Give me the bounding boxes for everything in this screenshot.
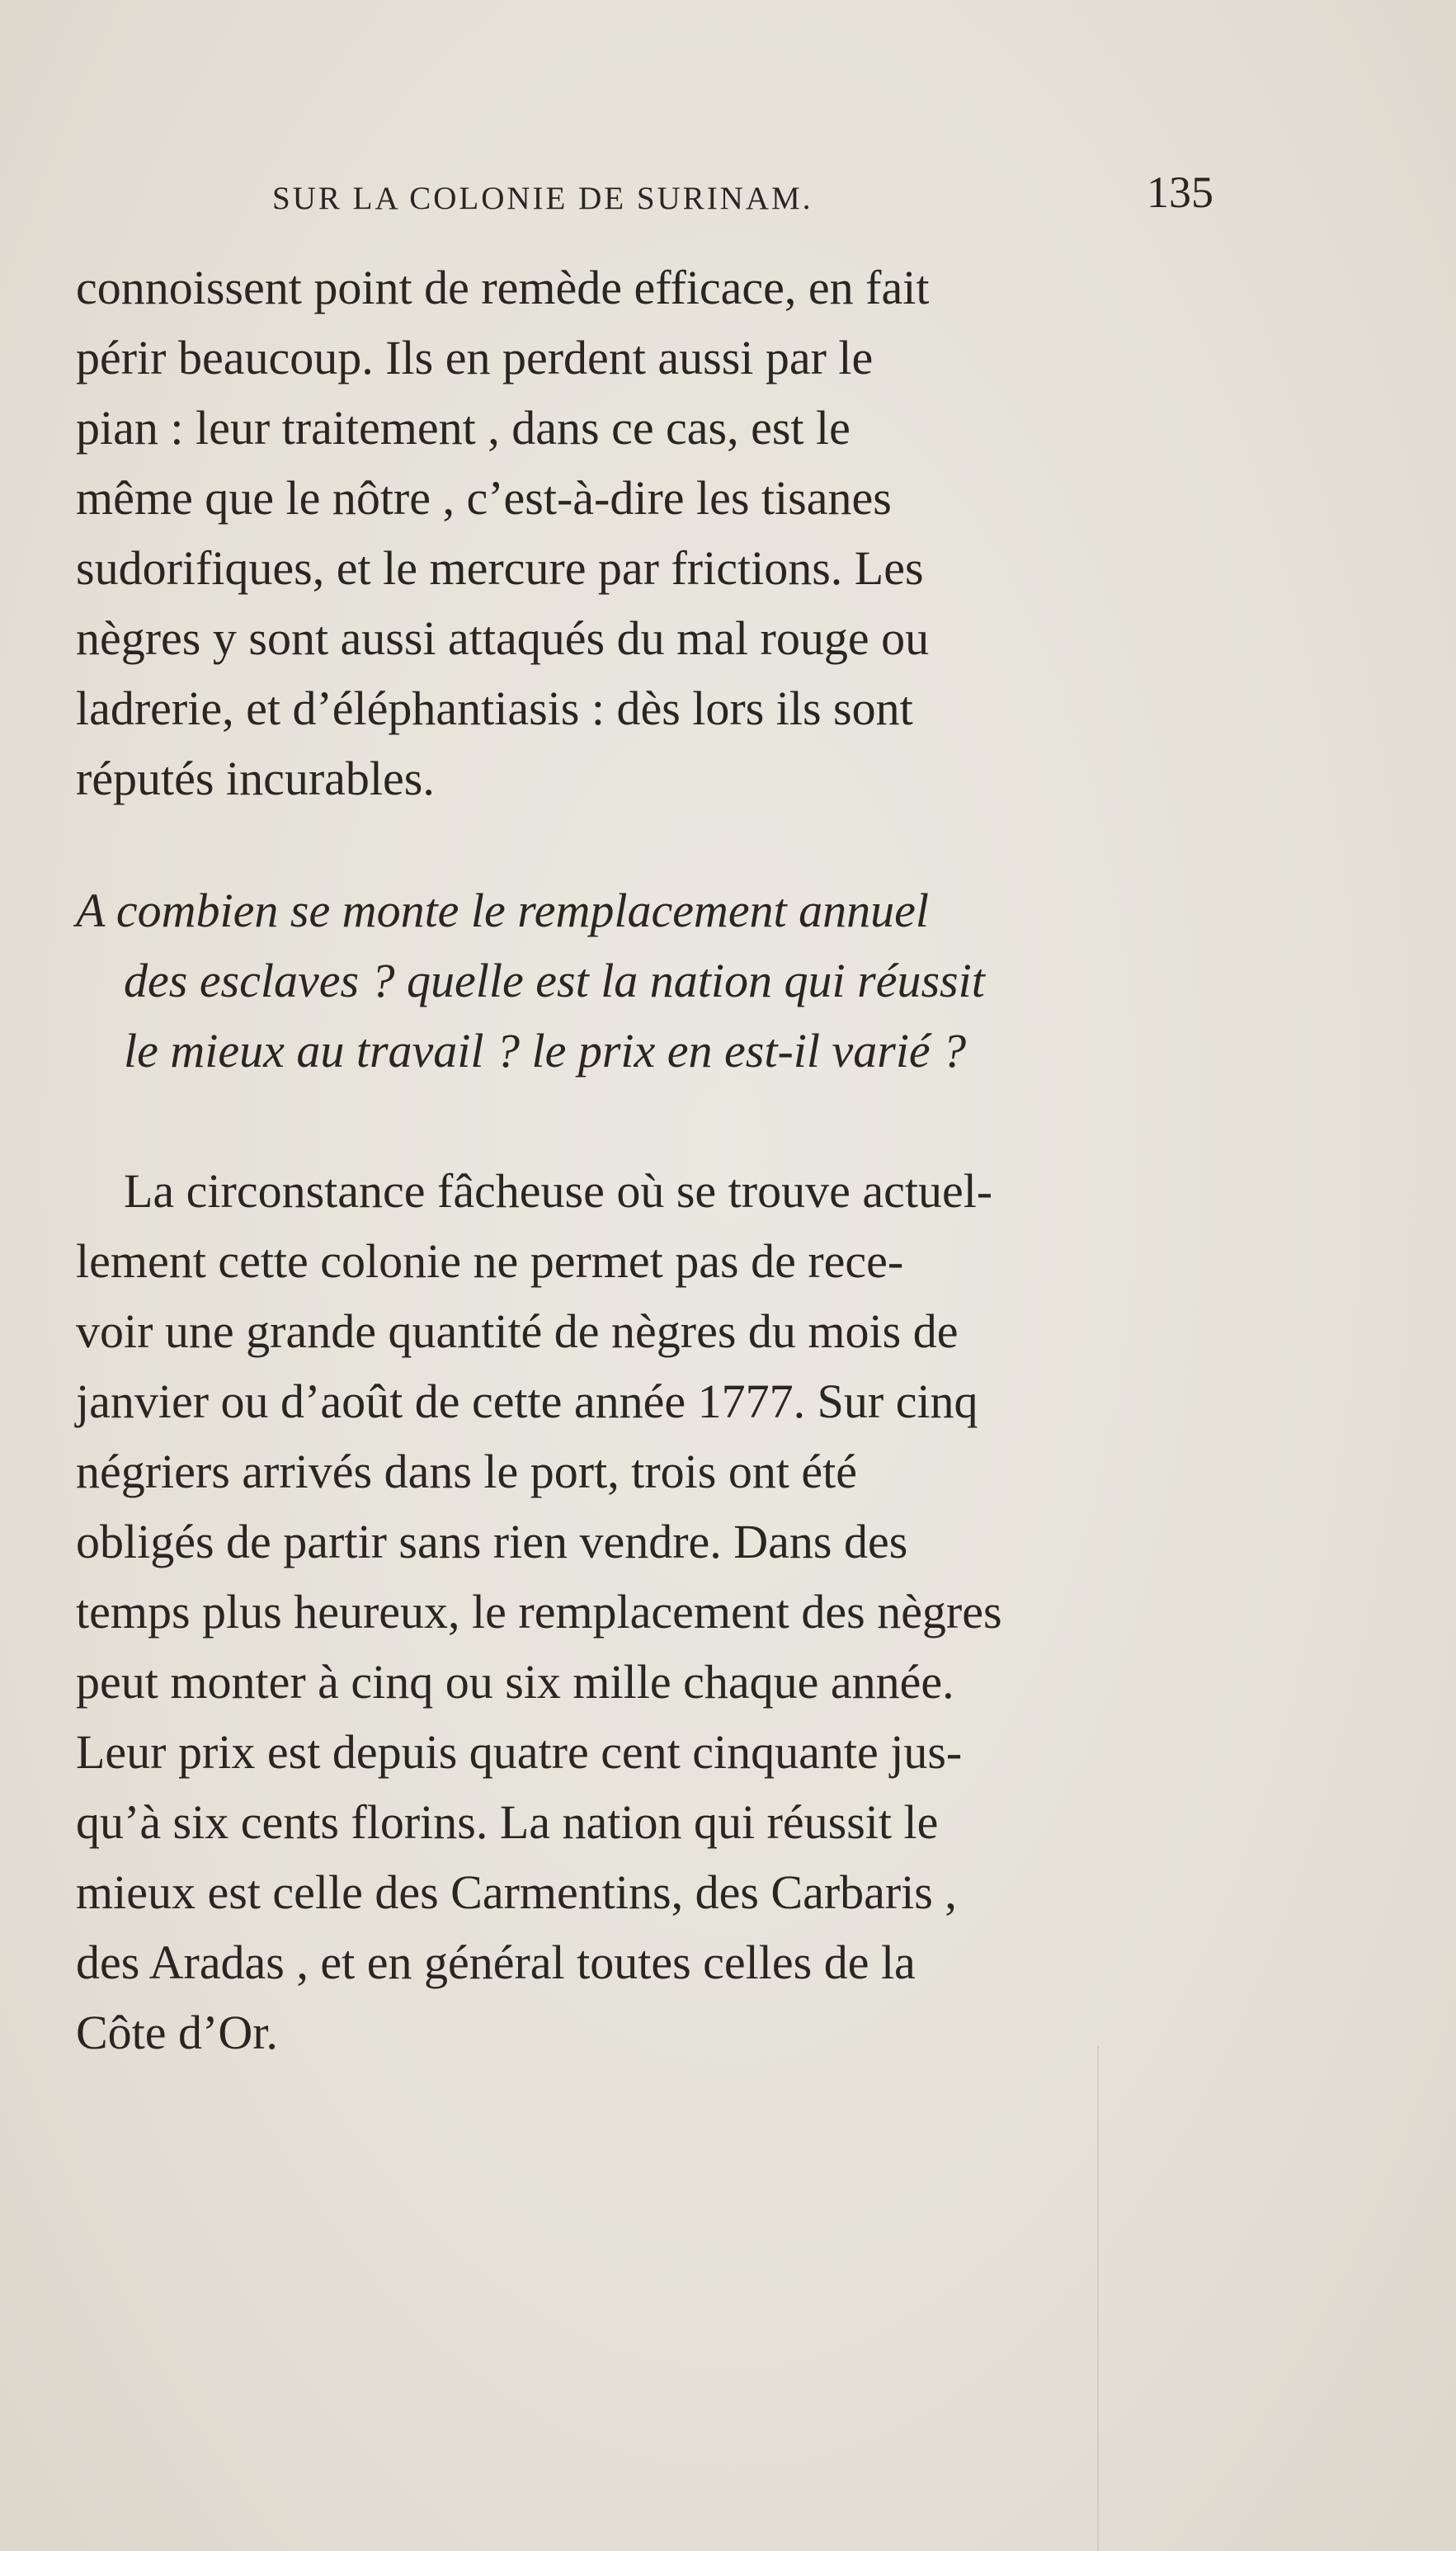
text-line: qu’à six cents florins. La nation qui réussit le (76, 1795, 939, 1849)
text-line: nègres y sont aussi attaqués du mal rouge ou (76, 611, 930, 665)
text-line: des Aradas , et en général toutes celles de la (76, 1936, 916, 1989)
page-edge-shadow (1097, 2046, 1099, 2551)
question-line: des esclaves ? quelle est la nation qui réussit (124, 954, 985, 1007)
text-line: connoissent point de remède efficace, en fait (76, 261, 930, 314)
text-line: périr beaucoup. Ils en perdent aussi par le (76, 331, 874, 384)
question-line: A combien se monte le remplacement annuel (76, 884, 930, 937)
text-line: réputés incurables. (76, 752, 435, 805)
text-line: lement cette colonie ne permet pas de rece- (76, 1234, 904, 1288)
question-line: le mieux au travail ? le prix en est-il varié ? (124, 1024, 967, 1077)
text-line: négriers arrivés dans le port, trois ont été (76, 1445, 858, 1498)
text-line: janvier ou d’août de cette année 1777. Sur cinq (76, 1375, 978, 1428)
text-line: La circonstance fâcheuse où se trouve actuel- (124, 1164, 993, 1218)
text-line: sudorifiques, et le mercure par frictions. Les (76, 541, 924, 595)
text-line: mieux est celle des Carmentins, des Carbaris , (76, 1865, 957, 1919)
text-line: obligés de partir sans rien vendre. Dans des (76, 1515, 908, 1568)
text-line: peut monter à cinq ou six mille chaque année. (76, 1655, 954, 1709)
page-number: 135 (1147, 167, 1213, 217)
running-head: SUR LA COLONIE DE SURINAM. (272, 181, 813, 216)
text-line: voir une grande quantité de nègres du mois de (76, 1304, 959, 1358)
text-line: temps plus heureux, le remplacement des nègres (76, 1585, 1002, 1639)
text-line: Leur prix est depuis quatre cent cinquante jus- (76, 1725, 963, 1779)
text-line: Côte d’Or. (76, 2006, 278, 2059)
text-line: pian : leur traitement , dans ce cas, est le (76, 401, 851, 455)
text-line: ladrerie, et d’éléphantiasis : dès lors ils sont (76, 681, 913, 735)
text-line: même que le nôtre , c’est-à-dire les tisanes (76, 471, 892, 525)
